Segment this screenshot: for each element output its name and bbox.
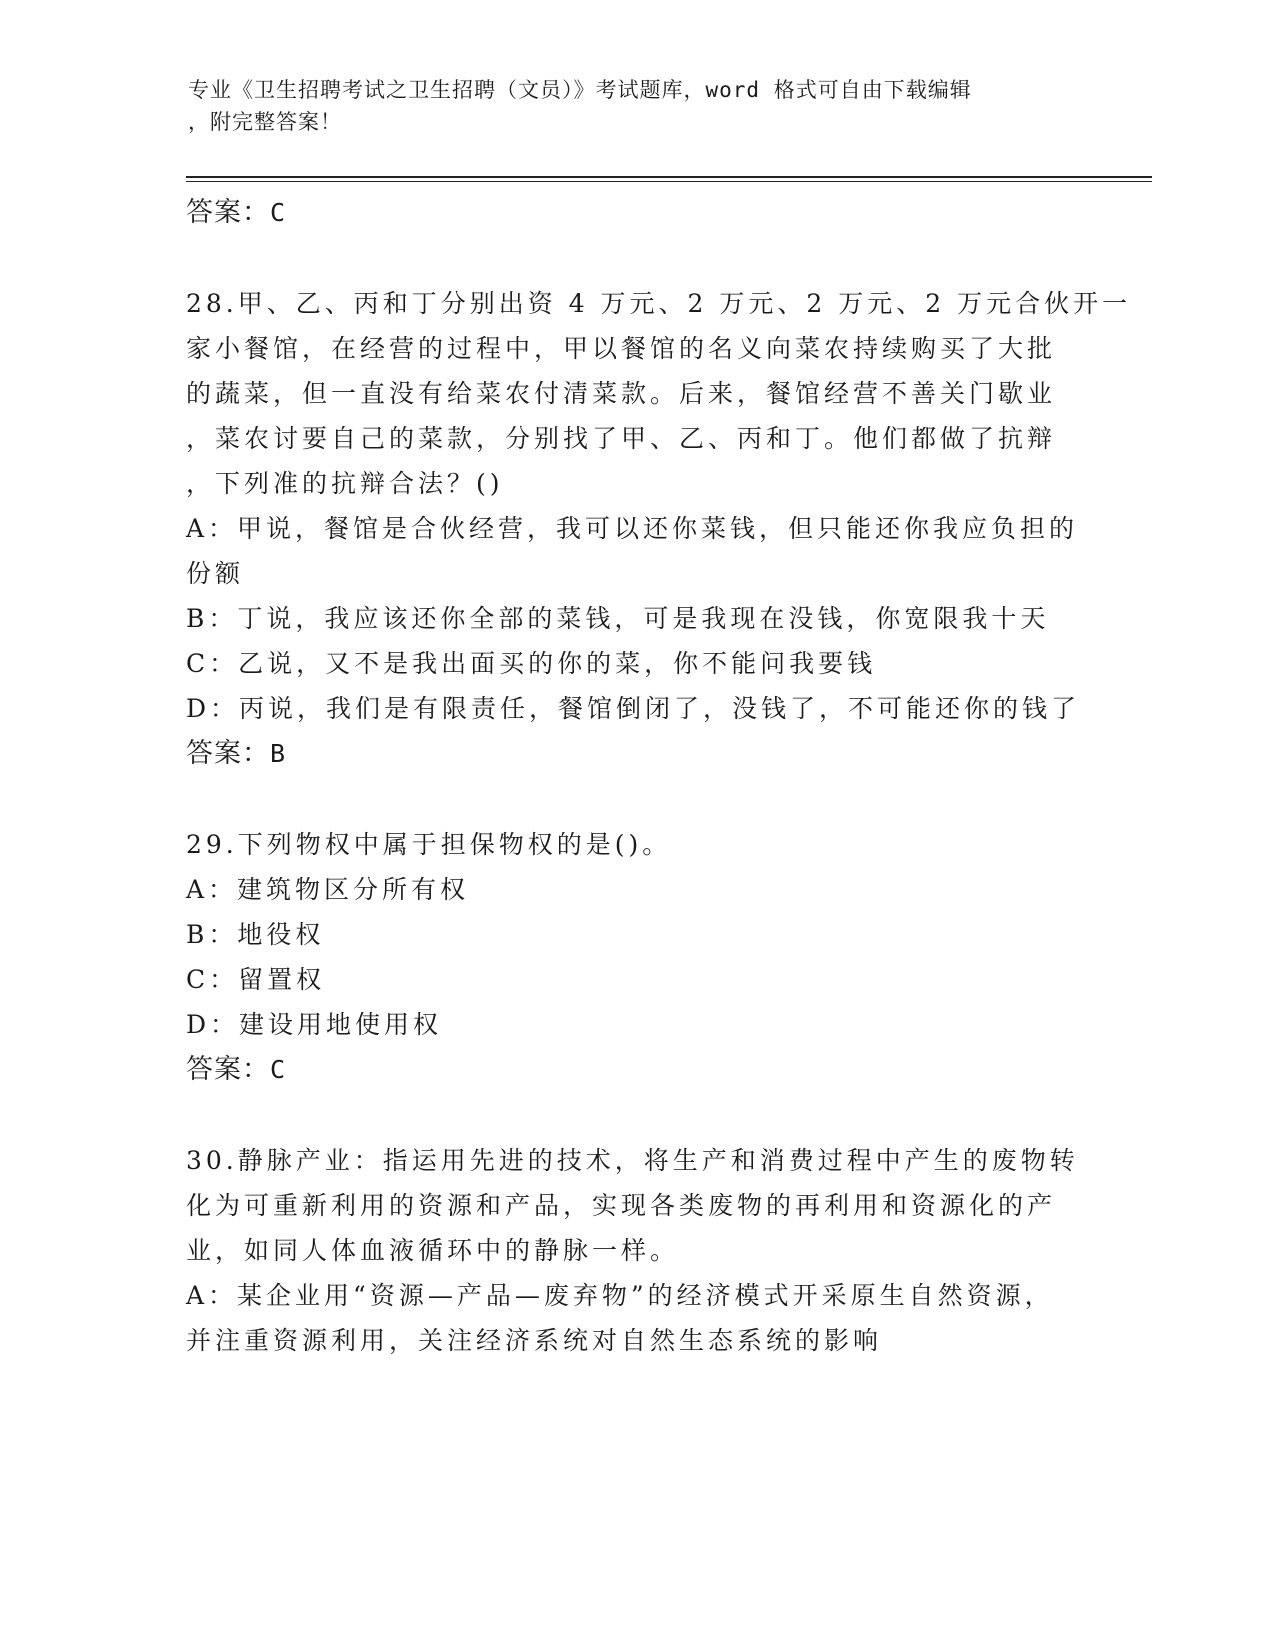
option-a-continued: 并注重资源利用，关注经济系统对自然生态系统的影响 xyxy=(186,1326,883,1355)
answer-label: 答案： xyxy=(186,738,270,769)
question-text-line: ，菜农讨要自己的菜款，分别找了甲、乙、丙和丁。他们都做了抗辩 xyxy=(186,424,1057,453)
option-c: C：留置权 xyxy=(186,965,326,994)
question-text-line: 29.下列物权中属于担保物权的是()。 xyxy=(186,830,672,859)
answer-value: B xyxy=(270,739,287,768)
answer-label: 答案： xyxy=(186,1054,270,1085)
option-a: A：建筑物区分所有权 xyxy=(186,875,470,904)
question-text-line: 的蔬菜，但一直没有给菜农付清菜款。后来，餐馆经营不善关门歇业 xyxy=(186,379,1057,408)
option-d: D：建设用地使用权 xyxy=(186,1010,443,1039)
question-text-line: 家小餐馆，在经营的过程中，甲以餐馆的名义向菜农持续购买了大批 xyxy=(186,334,1057,363)
answer-label: 答案： xyxy=(186,197,270,228)
answer-value: C xyxy=(270,198,287,227)
question-29 xyxy=(186,822,1086,1092)
option-b: B：地役权 xyxy=(186,920,325,949)
header-line-2: ，附完整答案！ xyxy=(188,110,342,134)
header-line-1: 专业《卫生招聘考试之卫生招聘（文员）》考试题库，word 格式可自由下载编辑 xyxy=(188,78,972,102)
option-d: D：丙说，我们是有限责任，餐馆倒闭了，没钱了，不可能还你的钱了 xyxy=(186,694,1081,723)
question-text-line: 28.甲、乙、丙和丁分别出资 4 万元、2 万元、2 万元、2 万元合伙开一 xyxy=(186,289,1132,318)
question-text-line: ，下列准的抗辩合法？() xyxy=(186,469,504,498)
option-a: A：甲说，餐馆是合伙经营，我可以还你菜钱，但只能还你我应负担的 xyxy=(186,514,1079,543)
answer-27 xyxy=(186,190,1086,235)
question-text-line: 30.静脉产业：指运用先进的技术，将生产和消费过程中产生的废物转 xyxy=(186,1146,1079,1175)
question-28 xyxy=(186,281,1132,776)
option-a: A：某企业用“资源—产品—废弃物”的经济模式开采原生自然资源， xyxy=(186,1281,1054,1310)
page-header xyxy=(188,74,1068,138)
option-b: B：丁说，我应该还你全部的菜钱，可是我现在没钱，你宽限我十天 xyxy=(186,604,1050,633)
question-content xyxy=(186,190,1132,1363)
header-rule-thick xyxy=(186,176,1152,178)
question-30 xyxy=(186,1138,1086,1363)
answer-value: C xyxy=(270,1055,287,1084)
option-c: C：乙说，又不是我出面买的你的菜，你不能问我要钱 xyxy=(186,649,877,678)
answer-28 xyxy=(186,731,1086,776)
header-rule-thin xyxy=(186,181,1152,182)
answer-29 xyxy=(186,1047,1086,1092)
question-text-line: 业，如同人体血液循环中的静脉一样。 xyxy=(186,1236,680,1265)
option-a-continued: 份额 xyxy=(186,559,245,588)
question-text-line: 化为可重新利用的资源和产品，实现各类废物的再利用和资源化的产 xyxy=(186,1191,1057,1220)
